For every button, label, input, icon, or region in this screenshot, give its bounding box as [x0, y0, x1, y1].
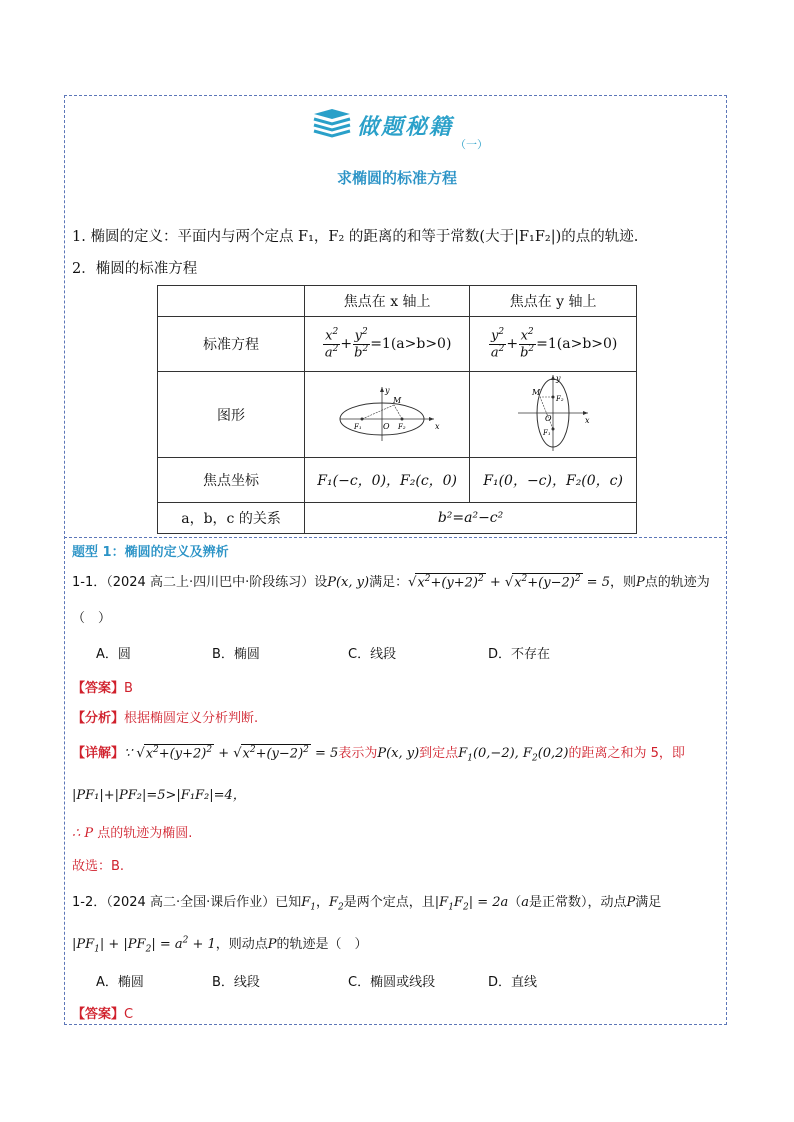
q2-text-f: ，则动点	[215, 937, 268, 952]
svg-text:F₂: F₂	[398, 422, 406, 431]
page-subtitle: （一）	[455, 138, 488, 151]
question-1-2: 1-2．（2024 高二·全国·课后作业）已知$F_1$，$F_2$是两个定点，且$|F_1F_2| = 2a(a$是正常数），动点P满足	[72, 895, 662, 913]
detail-1-1-line2: |PF₁|+|PF₂|=5>|F₁F₂|=4，	[72, 788, 246, 803]
q2-text-a: ，	[315, 895, 329, 910]
row-label-graph: 图形	[158, 372, 305, 458]
section-title: 求椭圆的标准方程	[336, 169, 457, 187]
option-1-1-a[interactable]: A．圆	[96, 647, 131, 662]
svg-text:F₂: F₂	[556, 394, 564, 403]
svg-text:y: y	[385, 385, 390, 395]
topic-title: 题型 1：椭圆的定义及辨析	[72, 545, 229, 560]
detail-text-c: 的距离之和为 5，即	[568, 746, 685, 761]
option-1-2-c[interactable]: C．椭圆或线段	[348, 975, 436, 990]
option-1-2-a[interactable]: A．椭圆	[96, 975, 144, 990]
option-1-1-b[interactable]: B．椭圆	[212, 647, 260, 662]
answer-value-2: C	[124, 1007, 134, 1022]
graph-x-axis	[305, 372, 470, 458]
detail-text-a: 表示为	[338, 746, 378, 761]
table-corner	[158, 286, 305, 317]
analysis-tag: 【分析】	[72, 711, 125, 726]
analysis-1-1	[72, 707, 258, 726]
answer-tag: 【答案】	[72, 681, 125, 696]
q2-text-e: 满足	[635, 895, 662, 910]
option-1-2-b[interactable]: B．线段	[212, 975, 260, 990]
question-1-1-text-b: ，则	[609, 575, 636, 590]
detail-text-d: 点的轨迹为椭圆.	[97, 826, 193, 841]
row-label-foci: 焦点坐标	[158, 458, 305, 503]
svg-text:x: x	[585, 415, 590, 425]
answer-value: B	[124, 681, 133, 696]
answer-tag-2: 【答案】	[72, 1007, 125, 1022]
detail-1-1-line3: ∴ P 点的轨迹为椭圆.	[72, 826, 193, 841]
conclusion-1-1: 故选：B.	[72, 859, 125, 874]
question-1-1-blank: （ ）	[72, 611, 112, 626]
definition-line-2: 2．椭圆的标准方程	[72, 261, 198, 277]
question-1-1: 1-1．（2024 高二上·四川巴中·阶段练习）设P(x, y)满足：$√x^2+(y+2)^2 + √x^2+(y-2)^2 = 5$，则P点的轨迹为	[72, 573, 710, 590]
answer-1-2	[72, 1003, 133, 1022]
stacked-books-icon	[312, 108, 352, 146]
svg-text:x: x	[435, 421, 440, 431]
foci-y-axis: F₁(0，−c)，F₂(0，c)	[470, 458, 637, 503]
question-1-2-source: 1-2．（2024 高二·全国·课后作业）已知	[72, 895, 302, 910]
detail-text-b: 到定点	[419, 746, 459, 761]
q2-text-g: 的轨迹是（ ）	[276, 937, 368, 952]
graph-y-axis	[470, 372, 637, 458]
option-1-2-d[interactable]: D．直线	[488, 975, 538, 990]
answer-1-1	[72, 677, 133, 696]
q2-text-d: 是正常数），动点	[529, 895, 627, 910]
svg-text:O: O	[383, 421, 390, 431]
col-header-y-axis: 焦点在 y 轴上	[470, 286, 637, 317]
row-label-relation: a，b，c 的关系	[158, 503, 305, 534]
q2-text-c: （	[508, 895, 522, 910]
question-1-1-source: 1-1．（2024 高二上·四川巴中·阶段练习）设	[72, 575, 328, 590]
detail-tag: 【详解】	[72, 746, 125, 761]
svg-text:y: y	[556, 373, 561, 383]
detail-1-1: 【详解】∵ $√x^2+(y+2)^2 + √x^2+(y-2)^2 = 5$表示为P(x, y)到定点$F_1(0,-2)$, $F_2(0,2)$的距离之和为 5，即	[72, 744, 685, 764]
svg-text:F₁: F₁	[354, 422, 362, 431]
ellipse-standard-table	[157, 285, 637, 534]
relation-formula: b²=a²−c²	[305, 503, 637, 534]
col-header-x-axis: 焦点在 x 轴上	[305, 286, 470, 317]
svg-text:M: M	[532, 387, 541, 397]
definition-line-1: 1. 椭圆的定义：平面内与两个定点 F₁，F₂ 的距离的和等于常数(大于|F₁F₂|)的点的轨迹.	[72, 229, 639, 245]
page-title: 做题秘籍	[357, 114, 454, 140]
equation-x-axis: $\frac{x^2}{a^2}$ + $\frac{y^2}{b^2}$ =1(a>b>0)	[305, 317, 470, 372]
q2-text-b: 是两个定点，且	[343, 895, 435, 910]
section-divider	[64, 537, 727, 538]
question-1-1-text-c: 点的轨迹为	[644, 575, 710, 590]
svg-text:F₁: F₁	[543, 428, 551, 437]
equation-y-axis: $\frac{y^2}{a^2}$ + $\frac{x^2}{b^2}$ =1(a>b>0)	[470, 317, 637, 372]
foci-x-axis: F₁(−c，0)，F₂(c，0)	[305, 458, 470, 503]
question-1-2-line2: $|PF_1| + |PF_2| = a^2 + 1$，则动点P的轨迹是（ ）	[72, 935, 368, 955]
row-label-equation: 标准方程	[158, 317, 305, 372]
analysis-text: 根据椭圆定义分析判断.	[124, 711, 259, 726]
option-1-1-d[interactable]: D．不存在	[488, 647, 551, 662]
option-1-1-c[interactable]: C．线段	[348, 647, 397, 662]
svg-text:M: M	[393, 395, 402, 405]
svg-text:O: O	[545, 413, 552, 423]
question-1-1-text-a: 满足：	[369, 575, 409, 590]
